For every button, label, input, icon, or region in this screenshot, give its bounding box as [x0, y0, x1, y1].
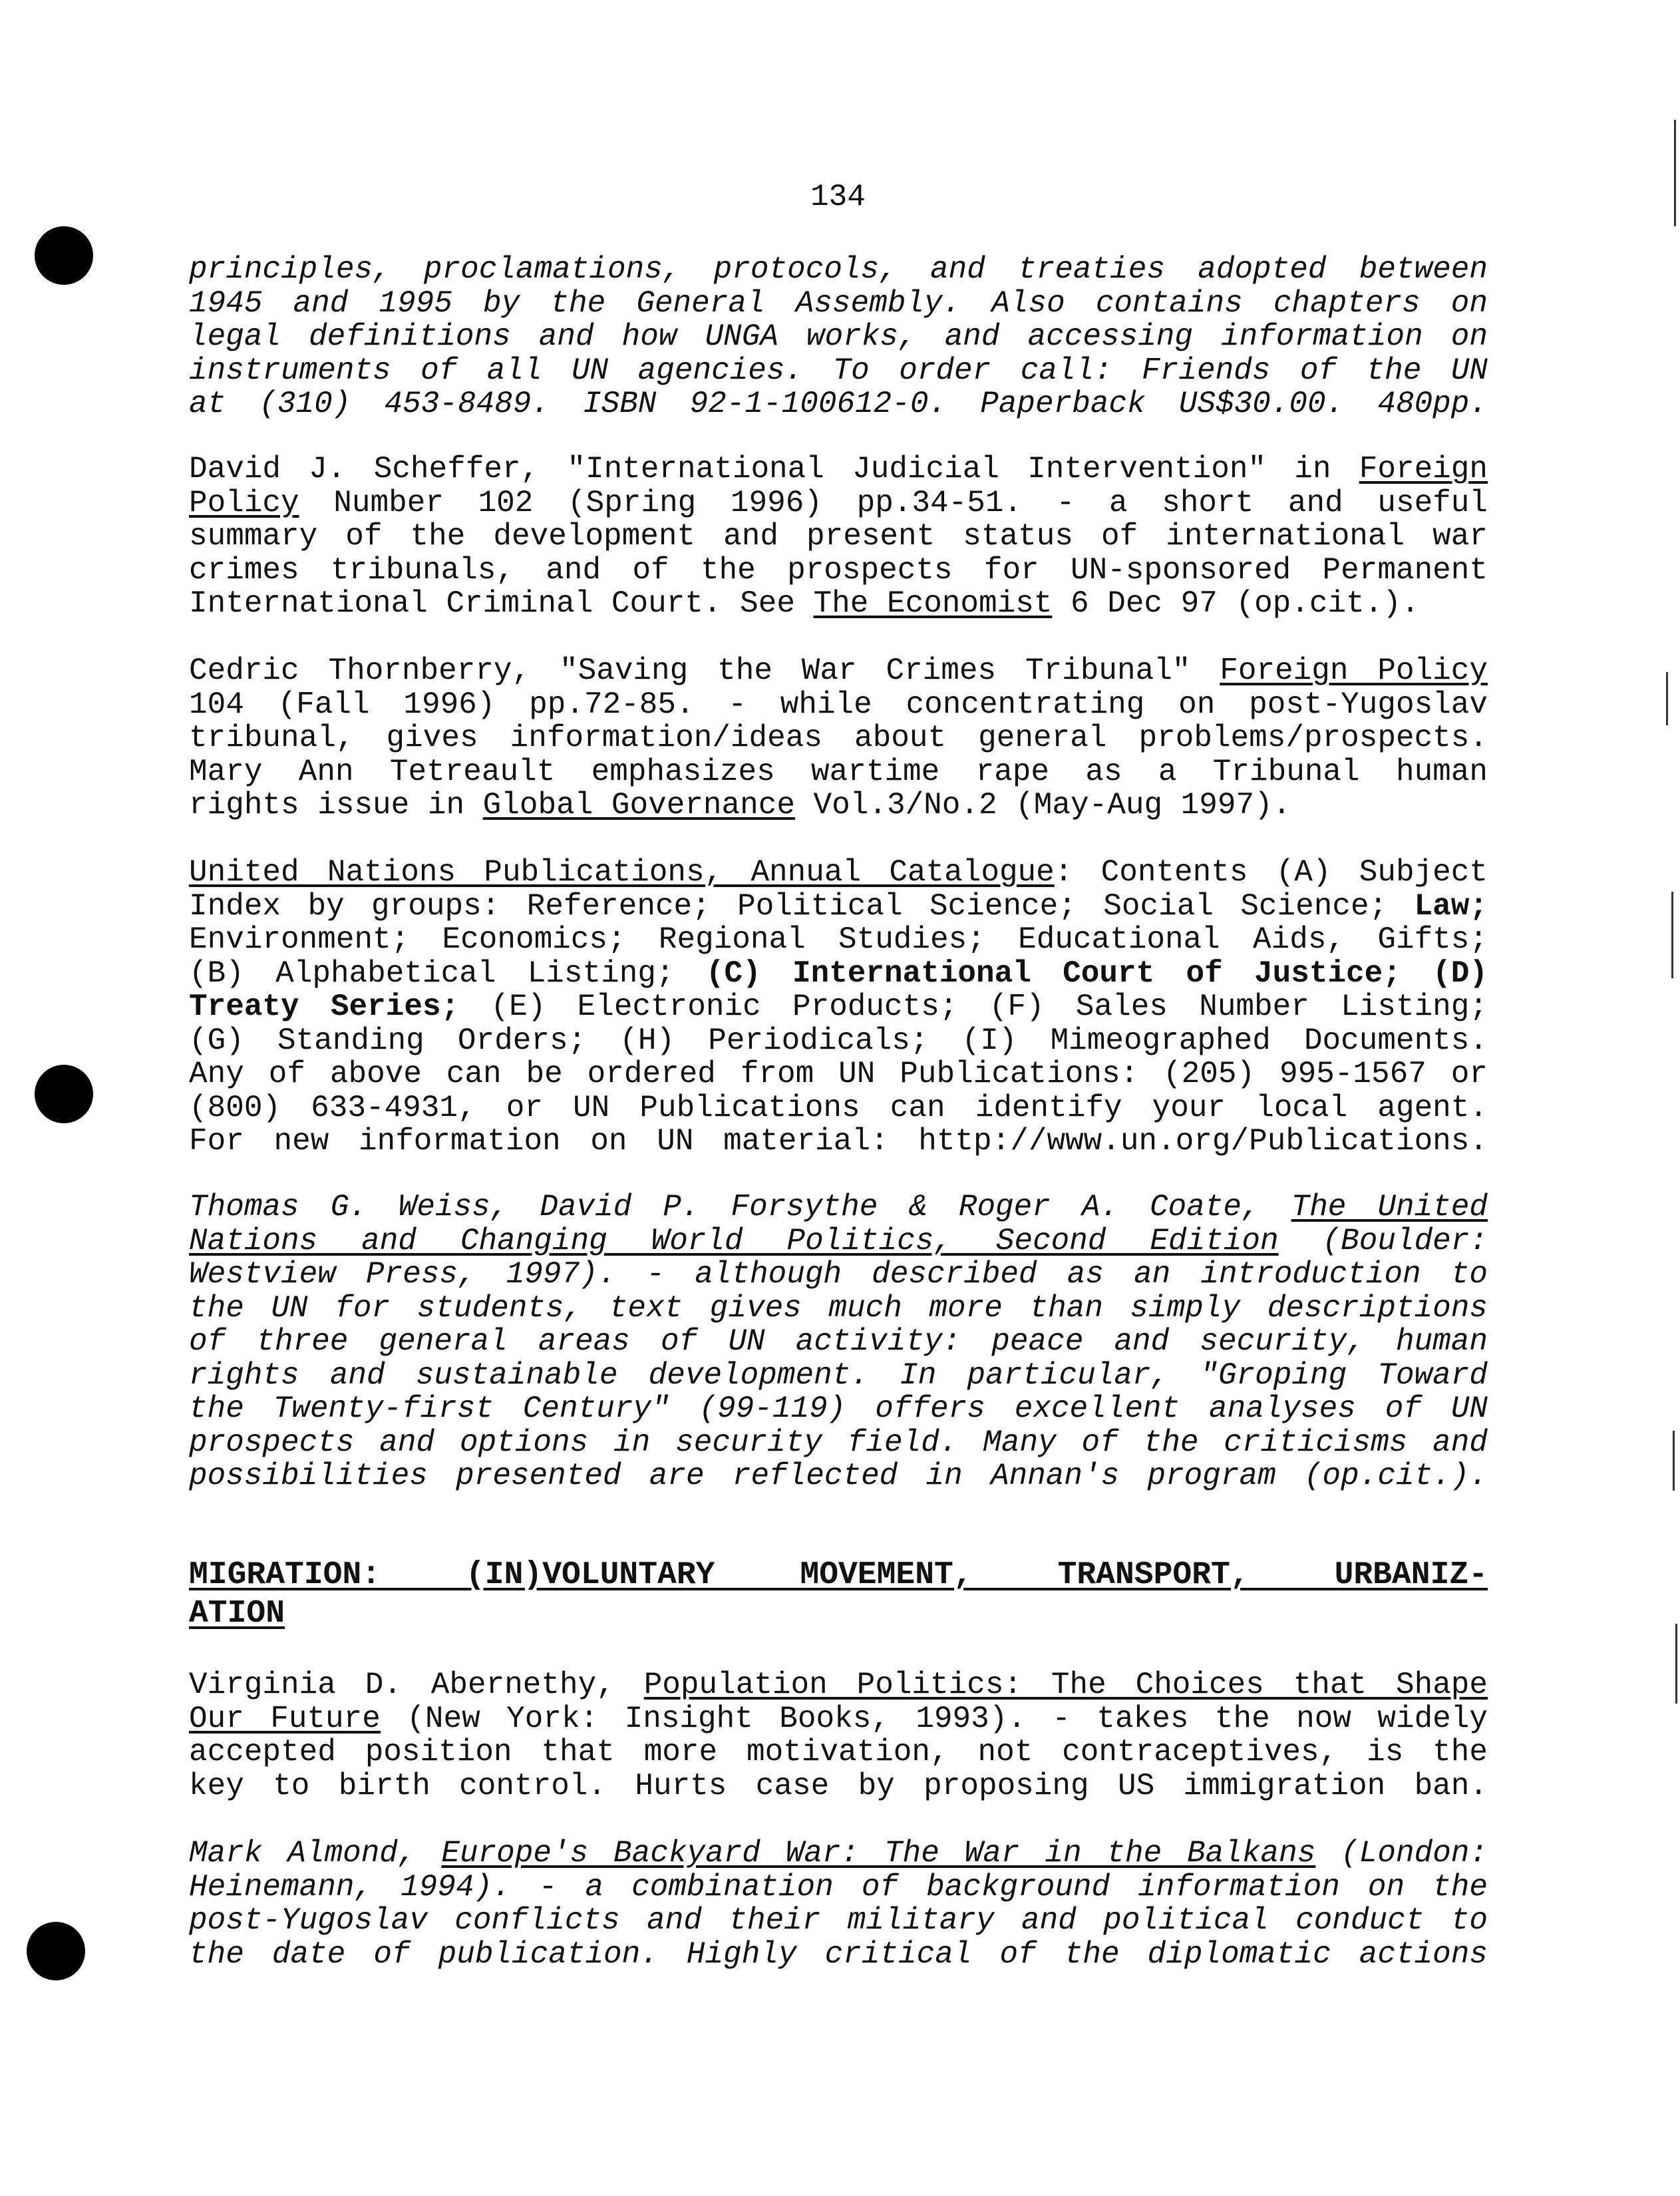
scan-mark	[1675, 1624, 1677, 1704]
scan-mark	[1673, 1431, 1675, 1491]
scan-mark	[1674, 120, 1676, 226]
book-title: Policy	[189, 485, 299, 520]
entry-un-resolutions: principles, proclamations, protocols, and treaties adopted between 1945 and 1995 by the General Assembly. Also contains chapters on legal definitions and how UNGA works, and accessing information on instruments of all UN agencies. To order call: Friends of the UN at (310) 453-8489. ISBN 92-1-100612-0. Paperback US$30.00. 480pp.	[189, 252, 1488, 421]
punch-hole	[27, 1922, 85, 1980]
scan-mark	[1671, 892, 1673, 978]
book-title: The United	[1291, 1190, 1488, 1224]
entry-un-publications: United Nations Publications, Annual Catalogue: Contents (A) Subject Index by groups: Reference; Political Science; Social Science; Law; Environment; Economics; Regional Studies; Educational Aids, Gifts; (B) Alphabetical Listing; (C) International Court of Justice; (D) Treaty Series; (E) Electronic Products; (F) Sales Number Listing; (G) Standing Orders; (H) Periodicals; (I) Mimeographed Documents. Any of above can be ordered from UN Publications: (205) 995-1567 or (800) 633-4931, or UN Publications can identify your local agent. For new information on UN material: http://www.un.org/Publications.	[189, 855, 1488, 1159]
entry-almond: Mark Almond, Europe's Backyard War: The War in the Balkans (London: Heinemann, 1994). - a combination of background information on the post-Yugoslav conflicts and their military and political conduct to the date of publication. Highly critical of the diplomatic actions	[189, 1836, 1488, 1972]
book-title: The Economist	[813, 586, 1053, 621]
punch-hole	[35, 226, 93, 285]
entry-thornberry: Cedric Thornberry, "Saving the War Crimes Tribunal" Foreign Policy 104 (Fall 1996) pp.72-85. - while concentrating on post-Yugoslav tribunal, gives information/ideas about general problems/prospects. Mary Ann Tetreault emphasizes wartime rape as a Tribunal human rights issue in Global Governance Vol.3/No.2 (May-Aug 1997).	[189, 653, 1488, 823]
book-title: Nations and Changing World Politics, Second Edition	[189, 1223, 1279, 1258]
entry-scheffer: David J. Scheffer, "International Judicial Intervention" in Foreign Policy Number 102 (Spring 1996) pp.34-51. - a short and useful summary of the development and present status of international war crimes tribunals, and of the prospects for UN-sponsored Permanent International Criminal Court. See The Economist 6 Dec 97 (op.cit.).	[189, 452, 1488, 621]
book-title: Foreign	[1359, 452, 1488, 486]
punch-hole	[35, 1065, 93, 1123]
book-title: Global Governance	[482, 788, 795, 823]
page-number: 134	[810, 180, 866, 214]
book-title: Our Future	[189, 1701, 381, 1736]
book-title: Population Politics: The Choices that Shape	[643, 1668, 1488, 1702]
entry-weiss: Thomas G. Weiss, David P. Forsythe & Roger A. Coate, The United Nations and Changing World Politics, Second Edition (Boulder: Westview Press, 1997). - although described as an introduction to the UN for students, text gives much more than simply descriptions of three general areas of UN activity: peace and security, human rights and sustainable development. In particular, "Groping Toward the Twenty-first Century" (99-119) offers excellent analyses of UN prospects and options in security field. Many of the criticisms and possibilities presented are reflected in Annan's program (op.cit.).	[189, 1190, 1488, 1493]
scan-mark	[1666, 672, 1668, 725]
text-column	[189, 0, 1488, 2196]
entry-abernethy: Virginia D. Abernethy, Population Politics: The Choices that Shape Our Future (New York: Insight Books, 1993). - takes the now widely accepted position that more motivation, not contraceptives, is the key to birth control. Hurts case by proposing US immigration ban.	[189, 1668, 1488, 1803]
book-title: United Nations Publications, Annual Catalogue	[189, 855, 1055, 890]
book-title: Europe's Backyard War: The War in the Balkans	[441, 1836, 1316, 1871]
book-title: Foreign Policy	[1220, 653, 1488, 688]
section-heading: MIGRATION: (IN)VOLUNTARY MOVEMENT, TRANSPORT, URBANIZ- ATION	[189, 1557, 1488, 1632]
